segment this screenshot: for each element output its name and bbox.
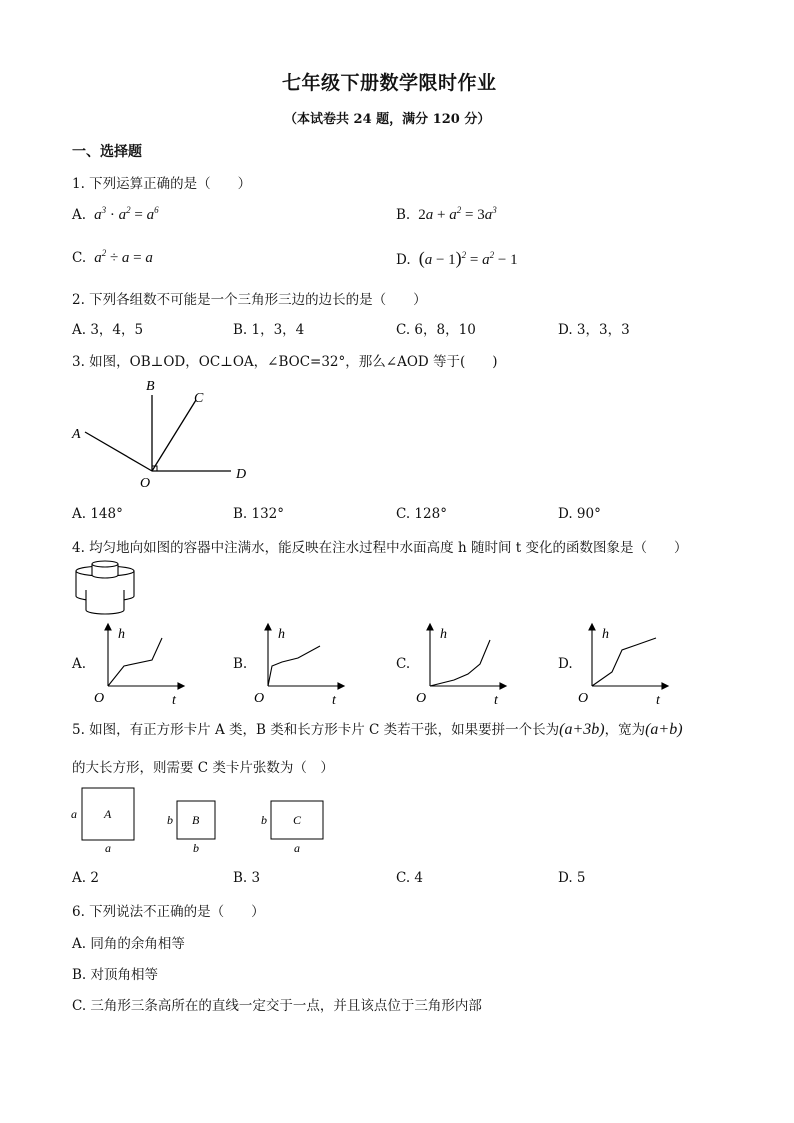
graph-a <box>90 620 190 706</box>
question-2-option-b: B. 1，3，4 <box>233 322 305 338</box>
section-heading: 一、选择题 <box>72 144 142 160</box>
question-5-option-d: D. 5 <box>558 870 586 886</box>
question-1-stem: 1. 下列运算正确的是（ ） <box>72 176 252 192</box>
axis-label-t: t <box>172 693 176 706</box>
question-3-option-a: A. 148° <box>72 506 123 522</box>
graph-d <box>576 620 676 706</box>
question-5-stem-line1 <box>72 718 683 739</box>
page-title: 七年级下册数学限时作业 <box>282 72 497 94</box>
page-subtitle: （本试卷共 24 题，满分 120 分） <box>284 112 491 127</box>
question-4-option-b: B. <box>233 656 248 672</box>
card-a-bottom-label: a <box>105 841 111 855</box>
question-3-option-d: D. 90° <box>558 506 601 522</box>
option-letter: B. <box>396 207 411 223</box>
math-expression: $a^2 \div a = a$ <box>90 248 153 266</box>
axis-label-h: h <box>118 627 125 642</box>
card-b-name: B <box>192 813 200 827</box>
axis-label-o: O <box>416 691 427 706</box>
question-3-stem: 3. 如图，OB⊥OD，OC⊥OA，∠BOC=32°，那么∠AOD 等于( ) <box>72 354 498 370</box>
math-expression: $(a - 1)^2 = a^2 - 1$ <box>418 248 518 268</box>
point-label-a: A <box>72 427 81 442</box>
question-5-stem-line2: 的大长方形，则需要 C 类卡片张数为（ ） <box>72 760 334 776</box>
question-2-stem: 2. 下列各组数不可能是一个三角形三边的边长的是（ ） <box>72 292 427 308</box>
graph-d-curve <box>592 638 656 686</box>
stem-text: 5. 如图，有正方形卡片 A 类，B 类和长方形卡片 C 类若干张，如果要拼一个长为 <box>72 722 560 738</box>
axis-label-h: h <box>440 627 447 642</box>
cards-figure <box>66 784 336 856</box>
question-2-option-c: C. 6，8，10 <box>396 322 476 338</box>
question-5-option-b: B. 3 <box>233 870 261 886</box>
graph-a-curve <box>108 638 162 686</box>
option-letter: A. <box>72 207 87 223</box>
question-2-option-d: D. 3，3，3 <box>558 322 630 338</box>
length-expression: (a+3b) <box>559 721 605 738</box>
math-expression: $2a + a^2 = 3a^3$ <box>418 205 497 223</box>
graph-c <box>414 620 514 706</box>
axis-label-t: t <box>332 693 336 706</box>
question-3-option-b: B. 132° <box>233 506 285 522</box>
question-6-option-a: A. 同角的余角相等 <box>72 936 185 952</box>
axis-label-o: O <box>578 691 589 706</box>
point-label-o: O <box>140 476 151 491</box>
axis-label-o: O <box>94 691 105 706</box>
angle-figure <box>66 375 266 495</box>
axis-label-h: h <box>278 627 285 642</box>
card-b-bottom-label: b <box>193 841 199 855</box>
card-c-name: C <box>293 813 302 827</box>
question-1-option-b <box>396 207 497 224</box>
card-a-side-label: a <box>71 807 77 821</box>
question-3-option-c: C. 128° <box>396 506 447 522</box>
point-label-b: B <box>146 379 155 394</box>
graph-b <box>252 620 352 706</box>
point-label-c: C <box>194 391 204 406</box>
question-6-option-c: C. 三角形三条高所在的直线一定交于一点，并且该点位于三角形内部 <box>72 998 482 1014</box>
question-6-option-b: B. 对顶角相等 <box>72 967 159 983</box>
option-letter: C. <box>72 250 87 266</box>
graph-c-curve <box>430 640 490 686</box>
question-4-stem: 4. 均匀地向如图的容器中注满水，能反映在注水过程中水面高度 h 随时间 t 变化的函数图象是（ ） <box>72 540 688 556</box>
ray-oc <box>152 400 196 471</box>
question-1-option-d <box>396 248 518 269</box>
graph-b-curve <box>268 646 320 686</box>
math-expression: $a^3 \cdot a^2 = a^6$ <box>90 205 159 223</box>
card-a-name: A <box>104 807 112 821</box>
question-1-option-a <box>72 207 159 224</box>
width-expression: (a+b) <box>645 721 683 738</box>
question-5-option-c: C. 4 <box>396 870 424 886</box>
card-b-side-label: b <box>167 813 173 827</box>
question-2-option-a: A. 3，4，5 <box>72 322 144 338</box>
question-4-option-c: C. <box>396 656 411 672</box>
axis-label-t: t <box>656 693 660 706</box>
axis-label-t: t <box>494 693 498 706</box>
ray-oa <box>85 432 152 471</box>
point-label-d: D <box>236 467 247 482</box>
question-5-option-a: A. 2 <box>72 870 99 886</box>
axis-label-o: O <box>254 691 265 706</box>
question-6-stem: 6. 下列说法不正确的是（ ） <box>72 904 265 920</box>
axis-label-h: h <box>602 627 609 642</box>
question-4-option-a: A. <box>72 656 87 672</box>
container-figure <box>72 558 138 620</box>
question-4-option-d: D. <box>558 656 573 672</box>
card-c-bottom-label: a <box>294 841 300 855</box>
option-letter: D. <box>396 252 411 268</box>
card-c-side-label: b <box>261 813 267 827</box>
question-1-option-c <box>72 250 153 267</box>
stem-text-mid: ，宽为 <box>604 722 646 738</box>
